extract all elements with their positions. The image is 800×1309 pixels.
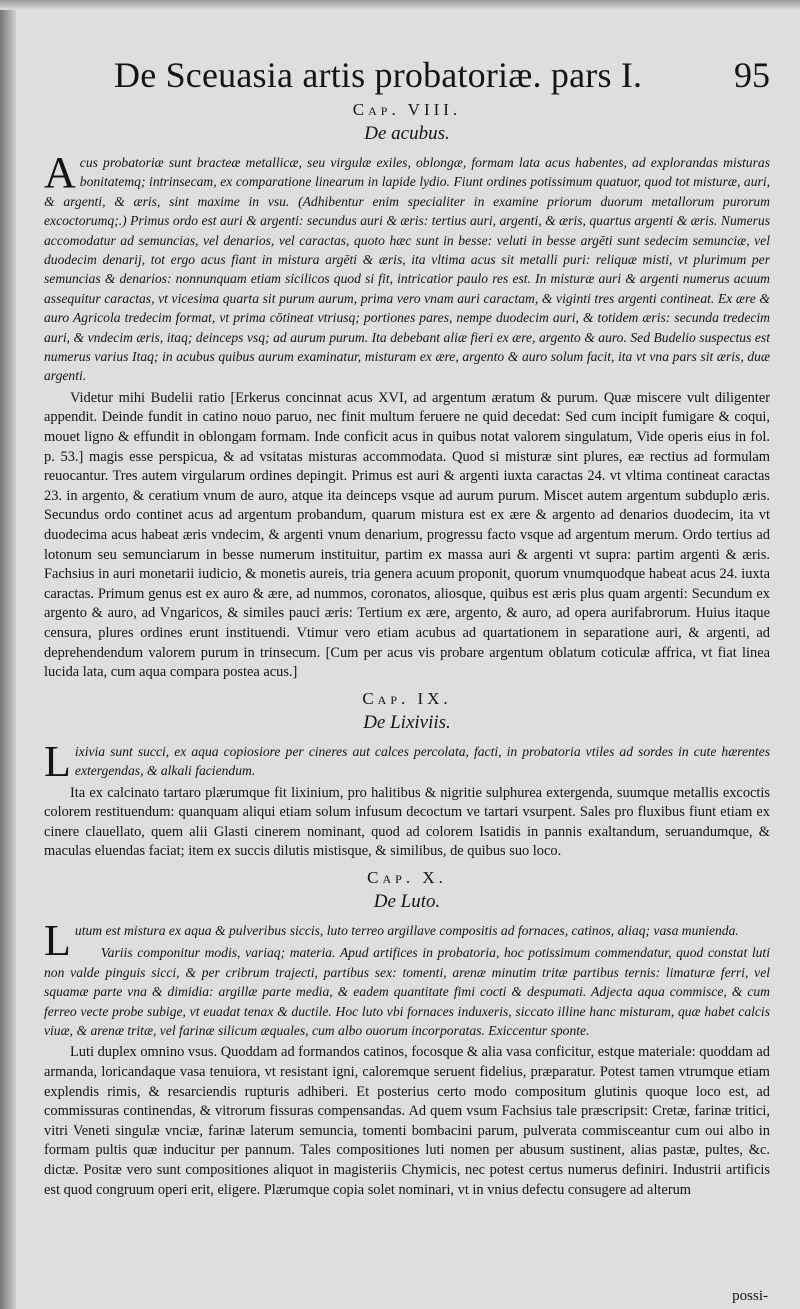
chapter-definition: Acus probatoriæ sunt bracteæ metallicæ, seu virgulæ exiles, oblongæ, formam lata acus habentes, ad explorandas misturas bonitatemq; intrinsecam, ex comparatione linearum in lapide lydio. Fiunt ordines potissimum quatuor, quod tot misturæ, auri, & argenti, & æris, sint maxime in vsu. (Adhibentur enim specialiter in examine priorum duorum metallorum purorum excoctorumq;.) Primus ordo est auri & argenti: secundus auri & æris: tertius auri, argenti, & æris, quartus argenti & æris. Numerus accomodatur ad semuncias, vel denarios, vel caractas, quoto hæc sunt in besse: veluti in besse argēti sunt sedecim semunciæ, vel duodecim denarij, tot ergo acus fiant in mistura argēti & æris, ita vltima acus sit metalli puri: reliquæ misti, vt plurimum per semuncias & denarios: nonnunquam etiam sicilicos quod si fit, intricatior paulo res est. In misturæ auri & argenti numerus acuum assequitur caractas, vt vicesima quarta sit purum aurum, prima vero vnam auri caractam, & viginti tres argenti contineat. Ex ære & auro Agricola tredecim format, vt prima cōtineat vtriusq; portiones pares, nempe duodecim auri, & totidem æris: secunda tredecim auri, & vndecim æris, itaq; deinceps vsq; ad aurum purum. Ita debebant aliæ fieri ex ære, argento & auro. Sed Budelio suspectus est numerus varius Itaq; in acubus quibus aurum examinatur, misturam ex ære, argento & auro solum facit, ita vt vna pars sit æris, duæ argenti. <box>44 148 770 384</box>
chapter-number: Cap. IX. <box>362 688 452 708</box>
chapter-definition: Lixivia sunt succi, ex aqua copiosiore per cineres aut calces percolata, facti, in probatoria vtiles ad sordes in cute hærentes extergendas, & alkali faciendum. <box>44 736 770 786</box>
chapter-number: Cap. X. <box>367 867 447 887</box>
running-head <box>44 48 770 94</box>
binding-shadow <box>0 0 16 1309</box>
chapter-definition: Lutum est mistura ex aqua & pulveribus siccis, luto terreo argillave compositis ad fornaces, catinos, aliaq; vasa munienda. <box>44 915 739 965</box>
body-paragraph: Videtur mihi Budelii ratio [Erkerus concinnat acus XVI, ad argentum æratum & purum. Quæ miscere vult diligenter appendit. Deinde fundit in catino nouo paruo, nec finit multum feruere ne quid decedat: Sed cum incipit fumigare & coqui, mouet ligno & effundit in oblongam formam. Inde conficit acus in quibus notat valorem singulatum, Vide operis eius in fol. p. 53.] magis esse perspicua, & ad vsitatas misturas accommodata. Quod si misturæ sint plures, eæ rectius ad formulam reuocantur. Tres autem virgularum ordines depingit. Primus est auri & argenti iuxta caractas 24. vt vltima contineat caractas 23. in argento, & ceratium vnum de auro, atque ita deinceps vsque ad aurum purum. Miscet autem argentum subduplo æris. Secundus ordo continet acus ad argentum probandum, quarum mistura est ex ære & argento ad denarios duodecim, ita vt duodecima acus habeat æris vndecim, & argenti vnum denarium, progressu facto vsque ad argentum merum. Ordo tertius ad lotonum seu semunciarum in besse numerum instituitur, partim ex massa auri & argenti vt supra: partim argenti & æris. Fachsius in auri monetarii iudicio, & monetis aureis, tria genera acuum proponit, quorum vnumquodque habeat acus 24. iuxta caractas. Primum genus est ex auro & ære, ad nummos, coronatos, aliosque, quibus est æris plus quam argenti: Secundum ex argento & auro, ad Vngaricos, & similes pauci æris: Tertium ex ære, argento, & auro, ad opera aurifabrorum. Huius itaque censura, plures ordines erunt instituendi. Vtimur vero etiam acubus ad quartationem in separatione auri, & argenti, ad deprehendendum valorem purum in trinsecum. [Cum per acus vis probare argentum oblatum coticulæ affrica, vt fiat linea lucida lata, cum aqua compara postea acus.] <box>44 389 770 681</box>
chapter-number: Cap. VIII. <box>352 100 462 119</box>
body-paragraph: Ita ex calcinato tartaro plærumque fit lixinium, pro halitibus & nigritie sulphurea extergenda, suumque metallis excoctis colorem restituendum: quanquam aliqui etiam solum infusum decoctum ve tartari vsurpent. Sales pro fluxibus fiunt etiam ex cinere clauellato, quem alii Glasti cinerem nominant, quod ad colorem Isatidis in pannis exaltandum, seruandumque, & maculas eluendas faciat; item ex succis dilutis mistisque, & similibus, de quibus suo loco. <box>44 784 770 860</box>
recipe-paragraph: Variis componitur modis, variaq; materia. Apud artifices in probatoria, hoc potissimum commendatur, quod constat luti non valde pinguis sicci, & per cribrum trajecti, partibus sex: tomenti, arenæ minutim tritæ partibus ternis: limaturæ ferri, vel squamæ parte vna & dimidia: argillæ parte media, & eadem quantitate fimi cocti & despumati. Adjecta aqua commisce, & cum ferreo vecte probe subige, vt euadat tenax & ductile. Hoc luto vbi fornaces induxeris, siccato illine hanc misturam, quæ habet calcis viuæ, & arenæ tritæ, vel farinæ silicum æquales, cum albo ouorum incorporatas. Exiccentur sponte. <box>44 945 770 1038</box>
page-number: 95 <box>734 55 770 95</box>
chapter-8 <box>44 100 770 683</box>
running-title: De Sceuasia artis probatoriæ. pars I. <box>114 55 643 95</box>
top-edge-shadow <box>0 0 800 10</box>
chapter-9 <box>44 689 770 862</box>
chapter-title: De acubus. <box>364 123 450 144</box>
chapter-title: De Lixiviis. <box>363 711 451 733</box>
chapter-title: De Luto. <box>373 890 441 912</box>
chapter-10 <box>44 868 770 1200</box>
catchword: possi- <box>732 1288 768 1304</box>
body-paragraph: Luti duplex omnino vsus. Quoddam ad formandos catinos, focosque & alia vasa conficitur, estque materiale: quoddam ad armanda, loricandaque vasa tenuiora, vt resistant igni, caloremque seruent fidelius, præparatur. Potest tamen vtrumque etiam explendis rimis, & resarciendis rupturis adhiberi. Et posterius certo modo compositum glutinis quoque loco est, ad commissuras continendas, & vitrorum fissuras compensandas. Ad quem vsum Fachsius tale præscripsit: Cretæ, farinæ tritici, vitri Veneti singulæ vnciæ, farinæ laterum semuncia, tomenti bombacini parum, pulverata commisceantur cum oui albo in formam pultis quæ inducitur per pannum. Tales compositiones luti nomen per abusum sustinent, alias pastæ, pultes, &c. dictæ. Positæ vero sunt compositiones aliquot in magisteriis Chymicis, nec potest certus numerus definiri. Industrii artificis est quod congruum operi erit, eligere. Plærumque copia solet nominari, vt in vnius defectu consugere ad alterum <box>44 1044 770 1198</box>
